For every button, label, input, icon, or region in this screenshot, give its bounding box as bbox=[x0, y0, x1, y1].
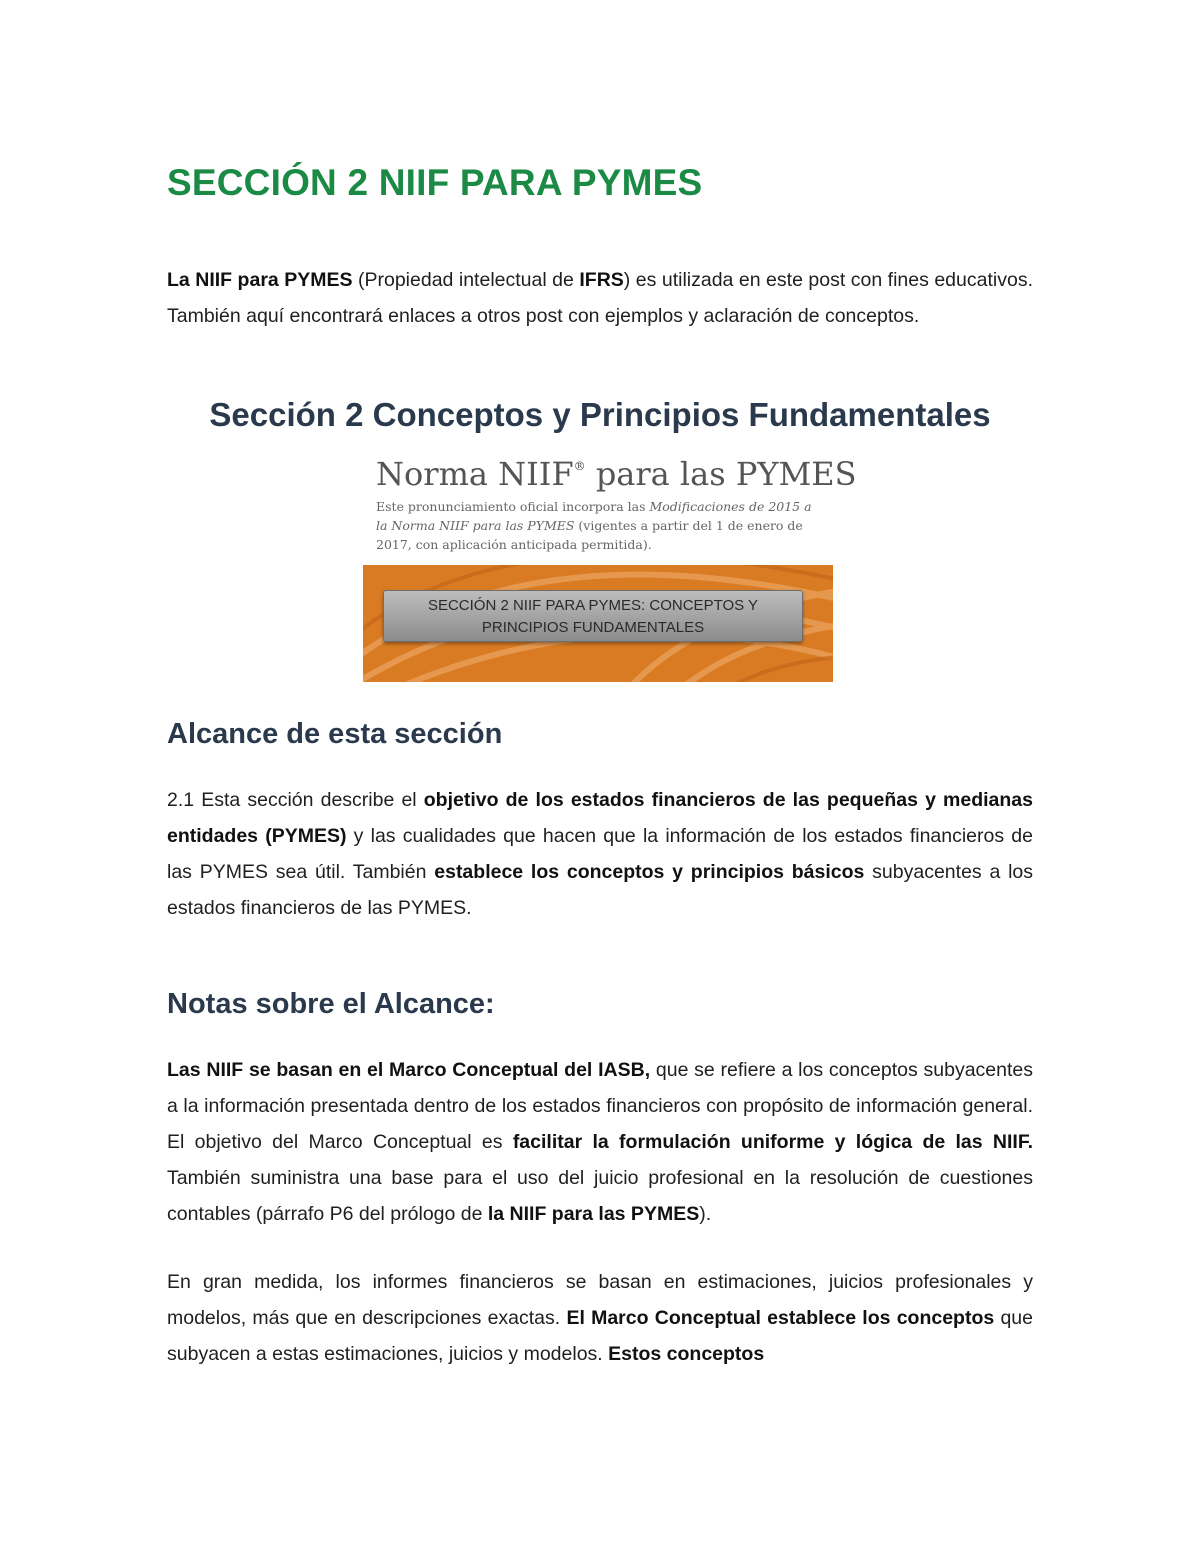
intro-bold-ifrs: IFRS bbox=[579, 269, 624, 291]
intro-paragraph: La NIIF para PYMES (Propiedad intelectual de IFRS) es utilizada en este post con fines educativos. También aquí encontrará enlaces a otros post con ejemplos y aclaración de conceptos. bbox=[167, 269, 1033, 327]
section-subtitle: Sección 2 Conceptos y Principios Fundamentales bbox=[209, 396, 991, 433]
cover-title: Norma NIIF® para las PYMES bbox=[376, 455, 857, 493]
niif-cover-image bbox=[363, 455, 857, 683]
cover-banner bbox=[363, 565, 833, 682]
page-title: SECCIÓN 2 NIIF PARA PYMES bbox=[167, 162, 703, 203]
notes-heading: Notas sobre el Alcance: bbox=[167, 988, 495, 1020]
cover-subtitle: Este pronunciamiento oficial incorpora las Modificaciones de 2015 a la Norma NIIF para las PYMES (vigentes a partir del 1 de enero de 2017, con aplicación anticipada permitida). bbox=[376, 499, 812, 552]
registered-mark: ® bbox=[573, 459, 586, 473]
intro-bold-niif: La NIIF para PYMES bbox=[167, 269, 353, 291]
cover-section-button: SECCIÓN 2 NIIF PARA PYMES: CONCEPTOS Y PRINCIPIOS FUNDAMENTALES bbox=[383, 590, 803, 642]
notes-paragraph-2: En gran medida, los informes financieros se basan en estimaciones, juicios profesionales y modelos, más que en descripciones exactas. El Marco Conceptual establece los conceptos que subyacen a estas estimaciones, juicios y modelos. Estos conceptos bbox=[167, 1271, 1034, 1365]
scope-paragraph: 2.1 Esta sección describe el objetivo de los estados financieros de las pequeñas y medianas entidades (PYMES) y las cualidades que hacen que la información de los estados financieros de las PYMES sea útil. También establece los conceptos y principios básicos subyacentes a los estados financieros de las PYMES. bbox=[167, 789, 1034, 919]
notes-paragraph-1: Las NIIF se basan en el Marco Conceptual del IASB, que se refiere a los conceptos subyacentes a la información presentada dentro de los estados financieros con propósito de información general. El objetivo del Marco Conceptual es facilitar la formulación uniforme y lógica de las NIIF. También suministra una base para el uso del juicio profesional en la resolución de cuestiones contables (párrafo P6 del prólogo de la NIIF para las PYMES). bbox=[167, 1059, 1033, 1225]
scope-heading: Alcance de esta sección bbox=[167, 718, 503, 750]
